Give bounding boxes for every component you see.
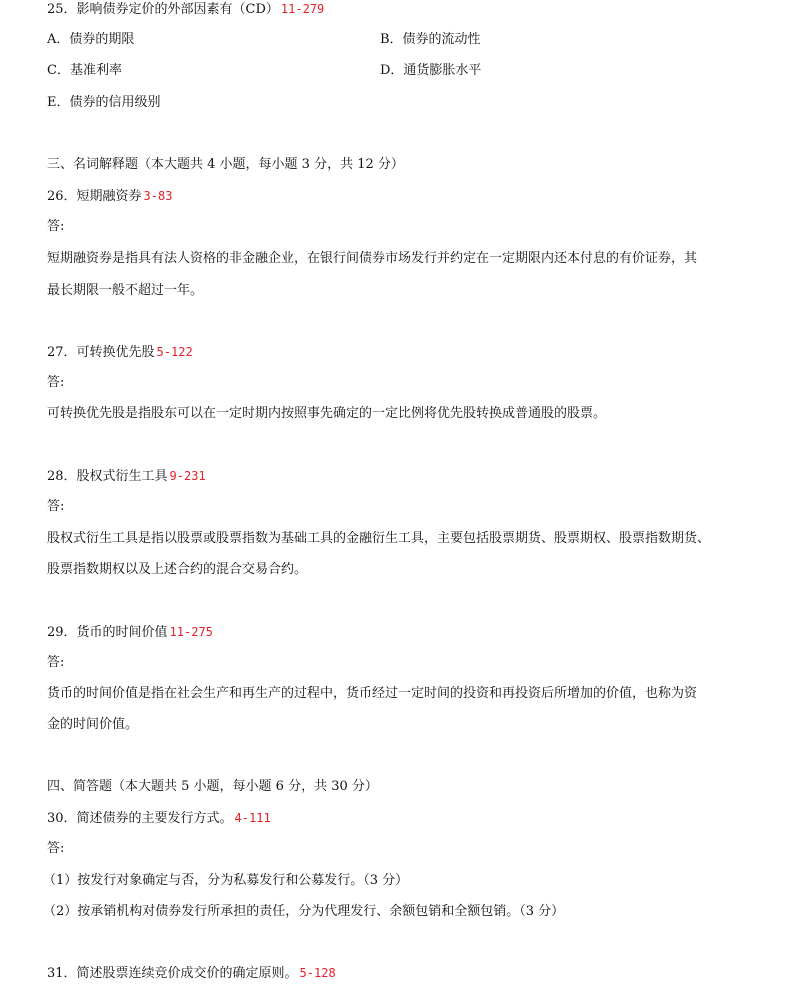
q30-answer-line-2: （2）按承销机构对债券发行所承担的责任，分为代理发行、余额包销和全额包销。（3 分） bbox=[43, 904, 565, 919]
q26-stem bbox=[47, 187, 751, 206]
q30-answer-line-1: （1）按发行对象确定与否，分为私募发行和公募发行。（3 分） bbox=[43, 873, 409, 888]
q25-options-row-2 bbox=[47, 62, 751, 80]
q29-answer-line-1: 货币的时间价值是指在社会生产和再生产的过程中，货币经过一定时间的投资和再投资后所增加的价值，也称为资 bbox=[47, 686, 698, 701]
q31-page-reference: 5-128 bbox=[299, 966, 336, 980]
q28-answer-line-1: 股权式衍生工具是指以股票或股票指数为基础工具的金融衍生工具，主要包括股票期货、股票期权、股票指数期货、 bbox=[47, 531, 711, 546]
q27-stem-text: 27．可转换优先股 bbox=[47, 345, 155, 360]
q27-answer-line-1: 可转换优先股是指股东可以在一定时期内按照事先确定的一定比例将优先股转换成普通股的股票。 bbox=[47, 406, 607, 421]
section-3-heading: 三、名词解释题（本大题共 4 小题，每小题 3 分，共 12 分） bbox=[47, 157, 404, 172]
q28-answer-line-2: 股票指数期权以及上述合约的混合交易合约。 bbox=[47, 562, 308, 577]
q29-stem bbox=[47, 623, 751, 642]
q30-page-reference: 4-111 bbox=[234, 811, 271, 825]
q27-stem bbox=[47, 343, 751, 362]
q26-answer-line-2: 最长期限一般不超过一年。 bbox=[47, 283, 204, 298]
q30-stem bbox=[47, 809, 751, 828]
q29-answer-line-2: 金的时间价值。 bbox=[47, 717, 139, 732]
q28-page-reference: 9-231 bbox=[169, 469, 206, 483]
q26-stem-text: 26．短期融资券 bbox=[47, 189, 142, 204]
q29-answer-label: 答: bbox=[47, 655, 65, 670]
q25-stem bbox=[47, 0, 751, 19]
q28-answer-label: 答: bbox=[47, 499, 65, 514]
q25-options-row-1 bbox=[47, 31, 751, 49]
q25-stem-text: 25．影响债券定价的外部因素有（CD） bbox=[47, 2, 279, 17]
q25-option-e: E．债券的信用级别 bbox=[47, 95, 161, 110]
q29-page-reference: 11-275 bbox=[169, 625, 213, 639]
q25-option-c: C．基准利率 bbox=[47, 63, 122, 78]
q25-page-reference: 11-279 bbox=[280, 2, 325, 16]
q26-answer-line-1: 短期融资券是指具有法人资格的非金融企业，在银行间债券市场发行并约定在一定期限内还本付息的有价证券，其 bbox=[47, 251, 698, 266]
q26-answer-label: 答: bbox=[47, 219, 65, 234]
q27-page-reference: 5-122 bbox=[156, 345, 193, 359]
section-4-heading: 四、简答题（本大题共 5 小题，每小题 6 分，共 30 分） bbox=[47, 779, 378, 794]
q25-option-d: D．通货膨胀水平 bbox=[380, 63, 482, 78]
q25-option-a: A．债券的期限 bbox=[47, 32, 135, 47]
q31-stem-text: 31．简述股票连续竞价成交价的确定原则。 bbox=[47, 966, 298, 981]
q29-stem-text: 29．货币的时间价值 bbox=[47, 625, 168, 640]
q28-stem bbox=[47, 467, 751, 486]
q27-answer-label: 答: bbox=[47, 375, 65, 390]
q31-stem bbox=[47, 964, 751, 983]
q26-page-reference: 3-83 bbox=[143, 189, 173, 203]
q30-answer-label: 答: bbox=[47, 841, 65, 856]
q25-option-b: B．债券的流动性 bbox=[380, 32, 481, 47]
q28-stem-text: 28．股权式衍生工具 bbox=[47, 469, 168, 484]
q30-stem-text: 30．简述债券的主要发行方式。 bbox=[47, 811, 233, 826]
